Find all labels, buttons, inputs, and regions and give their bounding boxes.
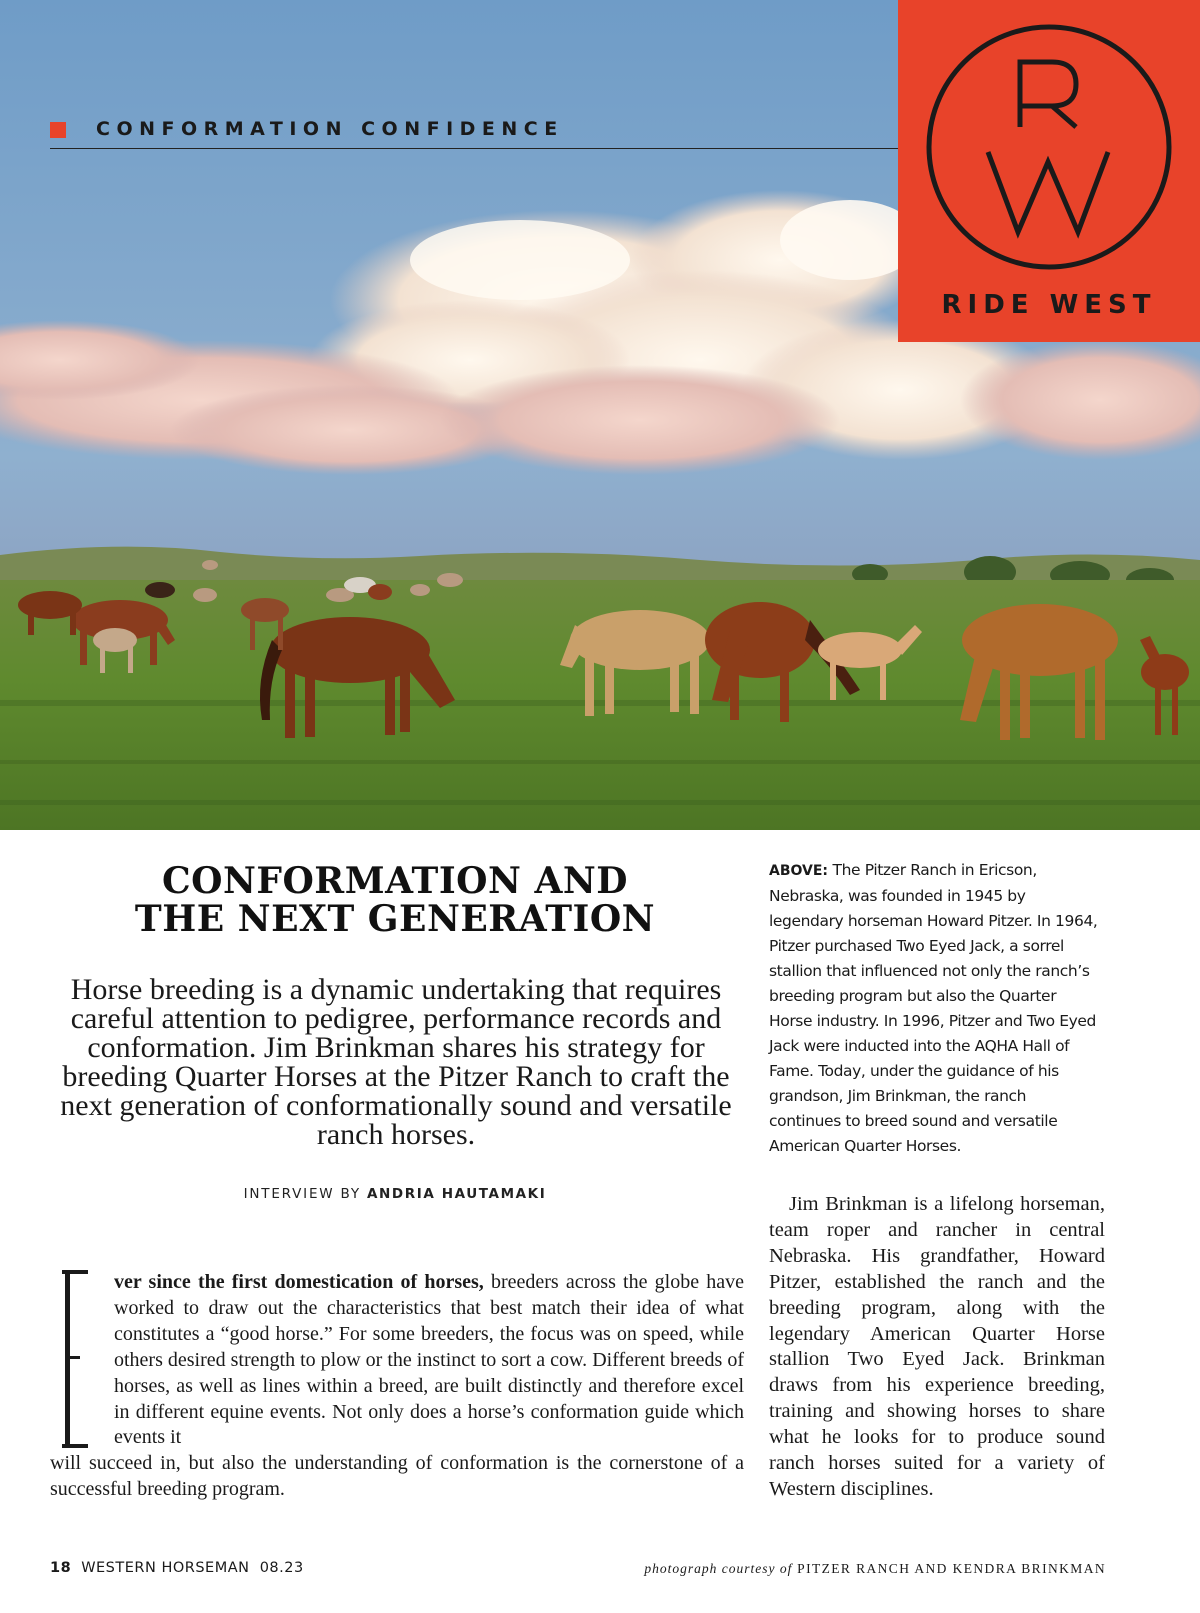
headline-line-2: THE NEXT GENERATION [134, 898, 656, 940]
photo-caption [769, 858, 1099, 1159]
article-deck: Horse breeding is a dynamic undertaking that requires careful attention to pedigree, performance records and conformation. Jim Brinkman shares his strategy for breeding Quarter Horses at the Pitzer Ranch to craft the next generation of conformationally sound and versatile ranch horses. [60, 973, 732, 1151]
credit-prefix: photograph courtesy of [644, 1561, 793, 1576]
lead-body: breeders across the globe have worked to draw out the characteristics that best match their idea of what constitutes a “good horse.” For some breeders, the focus was on speed, while others desired strength to plow or the instinct to sort a cow. Different breeds of horses, as well as lines within a breed, are built distinctly and therefore excel in different equine events. Not only does a horse’s conformation guide which events it [114, 1271, 744, 1449]
byline-author: ANDRIA HAUTAMAKI [366, 1186, 547, 1202]
lead-tail: will succeed in, but also the understanding of conformation is the cornerstone of a successful breeding program. [50, 1452, 744, 1501]
lead-paragraph [50, 1270, 744, 1503]
folio [50, 1560, 304, 1576]
publication-name: WESTERN HORSEMAN [81, 1560, 250, 1576]
caption-label: ABOVE: [769, 863, 829, 879]
intro-paragraph: Jim Brinkman is a lifelong horseman, team roper and rancher in central Nebraska. His grandfather, Howard Pitzer, established the ranch and the breeding program, along with the legendary American Quarter Horse stallion Two Eyed Jack. Brinkman draws from his experience breeding, training and showing horses to share what he looks for to produce sound ranch horses suited for a variety of Western disciplines. [769, 1193, 1105, 1500]
ride-west-badge [898, 0, 1200, 342]
credit-names: PITZER RANCH AND KENDRA BRINKMAN [797, 1561, 1106, 1576]
lead-bold: ver since the first domestication of horses, [114, 1271, 484, 1293]
headline-line-1: CONFORMATION AND [161, 860, 629, 902]
rw-monogram-logo-icon [924, 22, 1174, 272]
badge-brand-label: RIDE WEST [941, 290, 1157, 320]
page-number: 18 [50, 1560, 72, 1576]
issue-date: 08.23 [259, 1560, 304, 1576]
byline-prefix: INTERVIEW BY [243, 1186, 361, 1202]
caption-text: The Pitzer Ranch in Ericson, Nebraska, was founded in 1945 by legendary horseman Howard Pitzer. In 1964, Pitzer purchased Two Eyed Jack, a sorrel stallion that influenced not only the ranch’s breeding program but also the Quarter Horse industry. In 1996, Pitzer and Two Eyed Jack were inducted into the AQHA Hall of Fame. Today, under the guidance of his grandson, Jim Brinkman, the ranch continues to breed sound and versatile American Quarter Horses. [769, 861, 1098, 1155]
section-tag [50, 118, 898, 149]
section-marker-square-icon [50, 122, 66, 138]
article-headline [50, 862, 740, 938]
photo-credit [644, 1561, 1106, 1577]
section-tag-label: CONFORMATION CONFIDENCE [96, 118, 564, 140]
byline [50, 1186, 740, 1202]
